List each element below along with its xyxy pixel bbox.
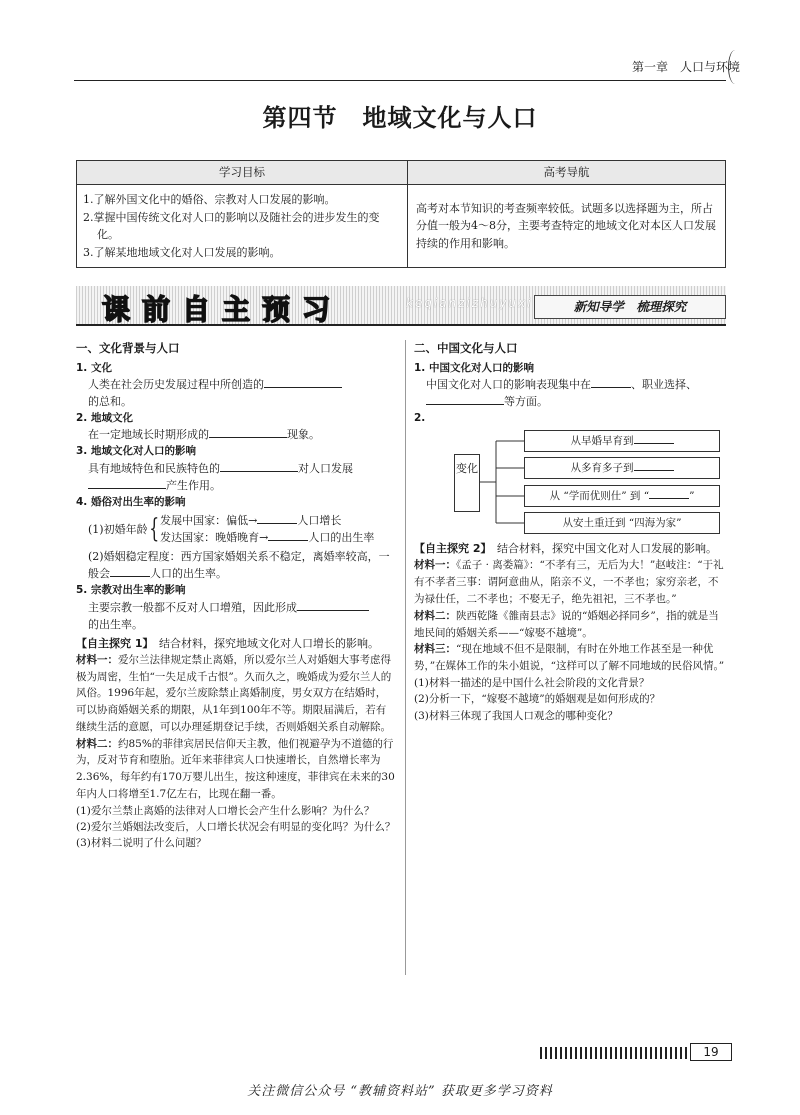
banner-subtitle: keqianzizhuyuxi xyxy=(406,296,533,310)
text: 人口的出生率。 xyxy=(150,567,227,581)
text: 发达国家：晚婚晚育→ xyxy=(160,531,269,545)
brace-label: (1)初婚年龄 xyxy=(88,522,148,536)
brace-line xyxy=(160,529,374,546)
marriage-age-brace xyxy=(76,512,396,546)
material-2 xyxy=(76,736,396,803)
text: 人口增长 xyxy=(297,514,342,528)
fill-blank[interactable] xyxy=(257,513,297,524)
material-3 xyxy=(414,641,728,675)
paragraph: 的总和。 xyxy=(88,395,132,409)
text: 人类在社会历史发展过程中所创造的 xyxy=(88,378,264,392)
text: 产生作用。 xyxy=(166,478,221,492)
paragraph xyxy=(76,599,396,616)
material-1 xyxy=(414,557,728,607)
paragraph xyxy=(414,376,728,393)
text: 具有地域特色和民族特色的 xyxy=(88,461,220,475)
guide-cell: 高考对本节知识的考查频率较低。试题多以选择题为主，所占分值一般为4～8分，主要考查特定的地域文化对本区人口发展持续的作用和影响。 xyxy=(408,185,726,268)
diagram-box xyxy=(524,485,720,507)
question: (3)材料三体现了我国人口观念的哪种变化？ xyxy=(414,709,618,722)
goals-cell xyxy=(77,185,408,268)
goals-table xyxy=(76,160,726,268)
material-heading: 材料三： xyxy=(414,643,456,656)
brace-lines xyxy=(160,512,374,546)
explore-1 xyxy=(76,635,396,652)
subheading: 1. 文化 xyxy=(76,361,112,374)
change-diagram xyxy=(454,430,695,534)
left-column xyxy=(76,340,396,852)
fill-blank[interactable] xyxy=(591,377,631,388)
question: (1)爱尔兰禁止离婚的法律对人口增长会产生什么影响？为什么？ xyxy=(76,804,375,817)
text: 从早婚早育到 xyxy=(570,435,634,448)
diagram-box: 从安土重迁到 “四海为家” xyxy=(524,512,720,534)
brace-line xyxy=(160,512,374,529)
text: 、职业选择、 xyxy=(631,378,697,392)
material-heading: 材料一： xyxy=(414,559,456,572)
fill-blank[interactable] xyxy=(634,433,674,444)
page-number-stripes xyxy=(540,1047,690,1059)
subheading: 2. 地域文化 xyxy=(76,412,133,425)
explore-heading: 【自主探究 1】 xyxy=(76,636,148,650)
material-heading: 材料二： xyxy=(76,737,118,750)
explore-heading: 【自主探究 2】 xyxy=(414,542,486,556)
section-heading: 一、文化背景与人口 xyxy=(76,341,180,355)
question: (3)材料二说明了什么问题？ xyxy=(76,837,207,850)
text: 等方面。 xyxy=(504,395,548,409)
explore-2 xyxy=(414,540,728,557)
text: 从多育多子到 xyxy=(570,462,634,475)
goal-item: 2.掌握中国传统文化对人口的影响以及随社会的进步发生的变化。 xyxy=(83,210,380,242)
material-text: 陕西乾隆《雒南县志》说的“婚姻必择同乡”，指的就是当地民间的婚姻关系——“嫁娶不越境”。 xyxy=(414,609,719,639)
banner-underline xyxy=(76,324,726,326)
header-rule xyxy=(74,80,726,81)
material-text: 约85%的菲律宾居民信仰天主教，他们视避孕为不道德的行为，反对节育和堕胎。近年来菲律宾人口快速增长，自然增长率为2.36%，每年约有170万婴儿出生，按这种速度，菲律宾在未来的30年内人口将增至1.7亿左右，比现在翻一番。 xyxy=(76,737,395,801)
material-text: 爱尔兰法律规定禁止离婚，所以爱尔兰人对婚姻大事考虑得极为周密，生怕“一失足成千古恨”。久而久之，晚婚成为爱尔兰人的风俗。1996年起，爱尔兰废除禁止离婚制度，男女双方在结婚时，可以协商婚姻关系的期限，从1年到100年不等。期限届满后，若有继续生活的意愿，可以办理延期登记手续，否则婚姻关系自动解除。 xyxy=(76,653,392,733)
material-2 xyxy=(414,608,728,642)
paragraph xyxy=(414,393,728,410)
fill-blank[interactable] xyxy=(634,460,674,471)
subheading: 2. xyxy=(414,412,426,425)
section-heading: 二、中国文化与人口 xyxy=(414,341,518,355)
footer-note: 关注微信公众号 “教辅资料站” 获取更多学习资料 xyxy=(247,1084,553,1099)
brace-icon: { xyxy=(148,514,159,545)
banner-tag: 新知导学 梳理探究 xyxy=(534,295,726,319)
paragraph xyxy=(76,460,396,477)
question: (2)分析一下，“嫁娶不越境”的婚姻观是如何形成的？ xyxy=(414,693,661,706)
guide-header: 高考导航 xyxy=(408,161,726,185)
column-divider xyxy=(405,340,406,975)
fill-blank[interactable] xyxy=(209,427,287,438)
material-heading: 材料一： xyxy=(76,653,118,666)
subheading: 4. 婚俗对出生率的影响 xyxy=(76,495,186,508)
subheading: 5. 宗教对出生率的影响 xyxy=(76,584,186,597)
banner-title: 课前自主预习 xyxy=(102,293,343,326)
subheading: 3. 地域文化对人口的影响 xyxy=(76,445,196,458)
goals-header: 学习目标 xyxy=(77,161,408,185)
material-1 xyxy=(76,652,396,736)
text: 对人口发展 xyxy=(298,461,353,475)
paragraph xyxy=(76,548,396,582)
text: 人口的出生率 xyxy=(308,531,375,545)
text: 发展中国家：偏低→ xyxy=(160,514,258,528)
fill-blank[interactable] xyxy=(110,566,150,577)
fill-blank[interactable] xyxy=(297,600,369,611)
text: 主要宗教一般都不反对人口增殖，因此形成 xyxy=(88,600,297,614)
question: (1)材料一描述的是中国什么社会阶段的文化背景？ xyxy=(414,677,650,690)
fill-blank[interactable] xyxy=(426,394,504,405)
section-banner xyxy=(76,286,726,326)
goal-item: 1.了解外国文化中的婚俗、宗教对人口发展的影响。 xyxy=(83,193,336,206)
text: (2)婚姻稳定程度：西方国家婚姻关系不稳定，离婚率较高，一般会 xyxy=(88,550,390,581)
fill-blank[interactable] xyxy=(88,478,166,489)
chapter-header: 第一章 人口与环境 xyxy=(631,60,740,74)
diagram-box xyxy=(524,430,720,452)
page-number: 19 xyxy=(690,1043,732,1061)
paragraph xyxy=(76,477,396,494)
paragraph xyxy=(76,426,396,443)
page-title: 第四节 地域文化与人口 xyxy=(262,104,538,132)
material-text: 《孟子 · 离娄篇》：“不孝有三，无后为大！”赵岐注：“于礼有不孝者三事：谓阿意曲从，陷亲不义，一不孝也；家穷亲老，不为禄仕任，二不孝也；不娶无子，绝先祖祀，三不孝也。” xyxy=(414,559,724,606)
text: 现象。 xyxy=(287,428,320,442)
text: ” xyxy=(689,490,695,503)
diagram-box xyxy=(524,457,720,479)
diagram-root: 变化 xyxy=(454,454,480,512)
subheading: 1. 中国文化对人口的影响 xyxy=(414,361,534,374)
material-heading: 材料二： xyxy=(414,609,456,622)
explore-text: 结合材料，探究中国文化对人口发展的影响。 xyxy=(485,542,717,556)
right-column xyxy=(414,340,728,724)
fill-blank[interactable] xyxy=(268,530,308,541)
question: (2)爱尔兰婚姻法改变后，人口增长状况会有明显的变化吗？为什么？ xyxy=(76,821,396,834)
explore-text: 结合材料，探究地域文化对人口增长的影响。 xyxy=(147,636,379,650)
text: 从 “学而优则仕” 到 “ xyxy=(549,490,650,503)
fill-blank[interactable] xyxy=(220,461,298,472)
text: 中国文化对人口的影响表现集中在 xyxy=(426,378,591,392)
fill-blank[interactable] xyxy=(264,377,342,388)
goal-item: 3.了解某地地域文化对人口发展的影响。 xyxy=(83,245,281,259)
paragraph: 的出生率。 xyxy=(88,617,143,631)
fill-blank[interactable] xyxy=(649,488,689,499)
paragraph xyxy=(76,376,396,393)
text: 在一定地域长时期形成的 xyxy=(88,428,209,442)
diagram-connectors xyxy=(480,430,524,534)
material-text: “现在地域不但不是限制，有时在外地工作甚至是一种优势，”在媒体工作的朱小姐说，“这样可以了解不同地域的民俗风情。” xyxy=(414,643,725,673)
